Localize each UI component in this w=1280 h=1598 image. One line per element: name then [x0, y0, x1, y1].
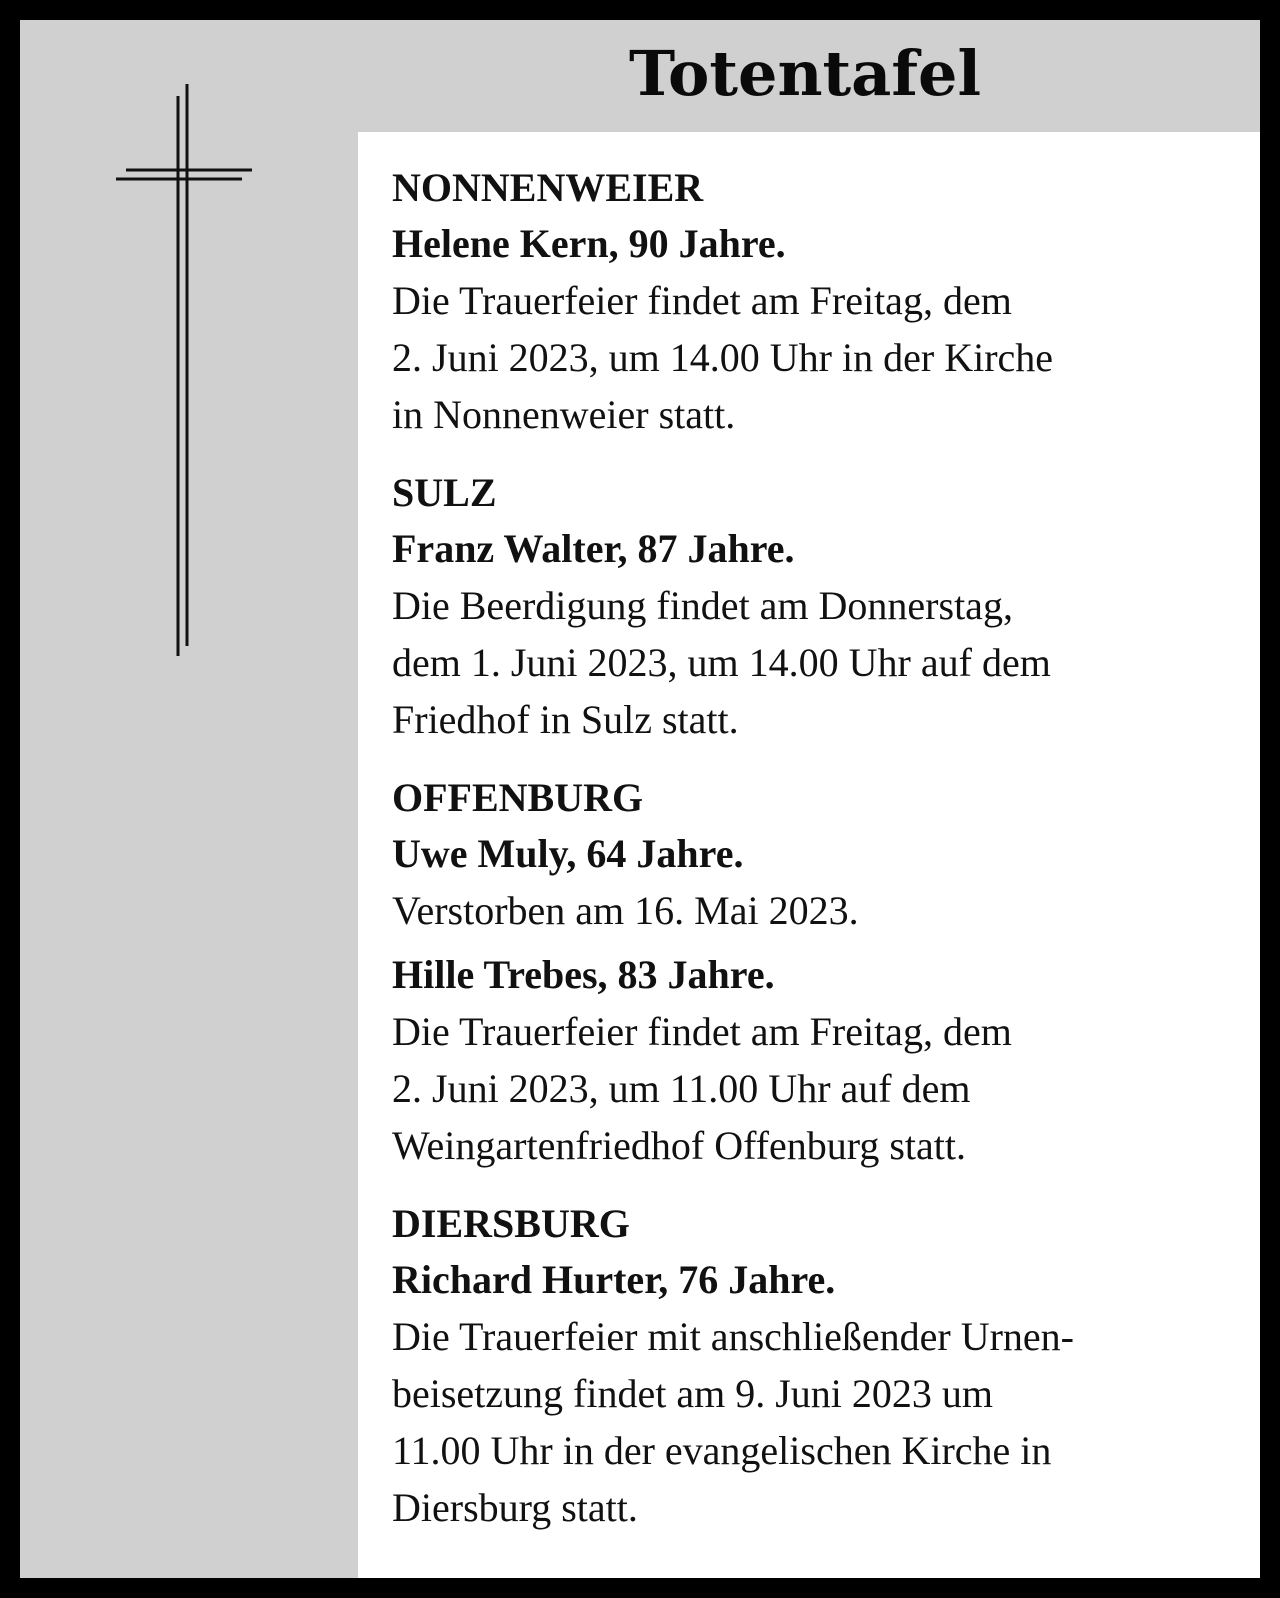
person-details: Die Trauerfeier findet am Freitag, dem 2. Juni 2023, um 11.00 Uhr auf dem Weingartenfriedhof Offenburg statt.	[392, 1009, 1012, 1168]
person-details: Die Trauerfeier findet am Freitag, dem 2. Juni 2023, um 14.00 Uhr in der Kirche in Nonnenweier statt.	[392, 278, 1054, 437]
place-heading: DIERSBURG	[392, 1201, 630, 1246]
place-heading: NONNENWEIER	[392, 165, 704, 210]
person-details: Die Beerdigung findet am Donnerstag, dem 1. Juni 2023, um 14.00 Uhr auf dem Friedhof in Sulz statt.	[392, 583, 1051, 742]
cross-icon	[116, 76, 256, 676]
person-entry	[392, 521, 1240, 748]
obituary-board	[20, 20, 1260, 1578]
person-name: Hille Trebes, 83 Jahre.	[392, 952, 775, 997]
person-name: Uwe Muly, 64 Jahre.	[392, 831, 744, 876]
person-entry	[392, 826, 1240, 939]
entry-nonnenweier	[392, 160, 1240, 443]
entry-offenburg	[392, 770, 1240, 1174]
person-name: Richard Hurter, 76 Jahre.	[392, 1257, 836, 1302]
person-entry	[392, 216, 1240, 443]
obituary-panel	[358, 132, 1260, 1578]
entry-diersburg	[392, 1196, 1240, 1536]
entry-sulz	[392, 465, 1240, 748]
place-heading: SULZ	[392, 470, 497, 515]
person-details: Die Trauerfeier mit anschließender Urnen- beisetzung findet am 9. Juni 2023 um 11.00 Uhr in der evangelischen Kirche in Diersburg statt.	[392, 1314, 1074, 1530]
person-entry	[392, 1252, 1240, 1536]
place-heading: OFFENBURG	[392, 775, 644, 820]
person-entry	[392, 947, 1240, 1174]
person-name: Helene Kern, 90 Jahre.	[392, 221, 786, 266]
page-title: Totentafel	[628, 37, 982, 110]
person-details: Verstorben am 16. Mai 2023.	[392, 888, 859, 933]
obituary-list	[392, 160, 1240, 1558]
person-name: Franz Walter, 87 Jahre.	[392, 526, 795, 571]
